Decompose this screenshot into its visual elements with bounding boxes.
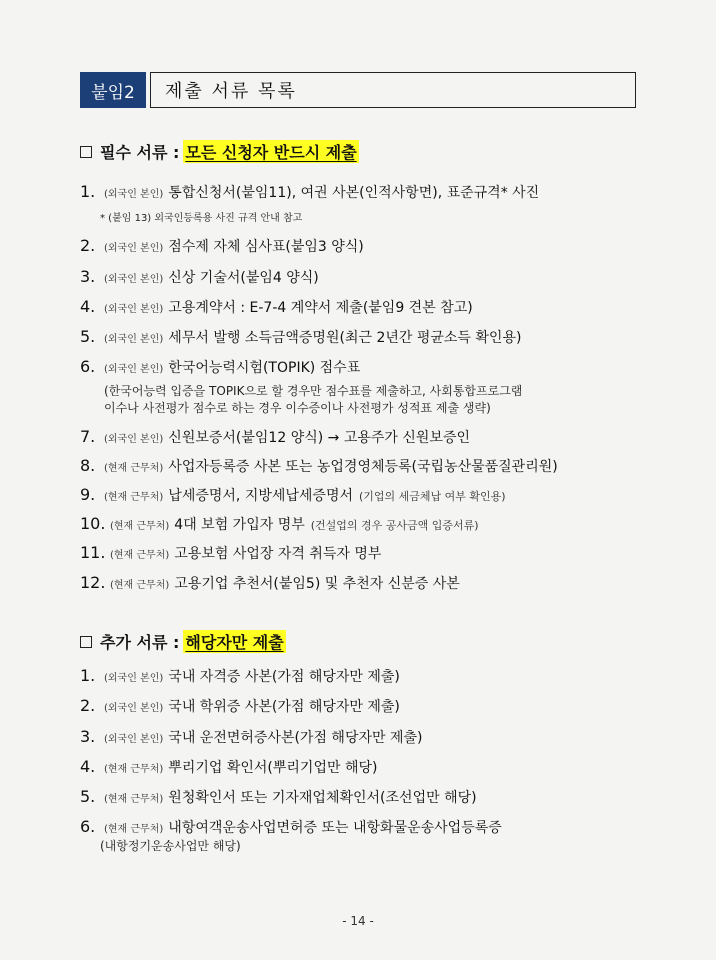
item-text: 국내 운전면허증사본(가점 해당자만 제출) [168,730,423,746]
list-item [80,485,506,505]
item-number: 4. [80,297,96,316]
item-number: 11. [80,543,106,562]
item-text: 4대 보험 가입자 명부 [174,517,305,533]
item-who: (현재 근무처) [104,492,164,503]
item-who: (외국인 본인) [104,304,164,315]
item-number: 10. [80,514,106,533]
item-who: (외국인 본인) [104,364,164,375]
item-inline-note: (건설업의 경우 공사금액 입증서류) [310,519,479,532]
item-text: 한국어능력시험(TOPIK) 점수표 [168,360,361,376]
list-item [80,817,502,837]
list-item [80,327,521,347]
item-text: 납세증명서, 지방세납세증명서 [168,488,354,504]
item-note: (한국어능력 입증을 TOPIK으로 할 경우만 점수표를 제출하고, 사회통합프로그램 [104,384,523,398]
item-text: 세무서 발행 소득금액증명원(최근 2년간 평균소득 확인용) [168,330,522,346]
item-text: 고용계약서 : E-7-4 계약서 제출(붙임9 견본 참고) [168,300,473,316]
list-item [80,297,473,317]
item-number: 2. [80,696,96,715]
item-text: 국내 학위증 사본(가점 해당자만 제출) [168,699,400,715]
list-item [80,236,364,256]
item-text: 신상 기술서(붙임4 양식) [168,270,319,286]
item-text: 사업자등록증 사본 또는 농업경영체등록(국립농산물품질관리원) [168,459,558,475]
item-text: 통합신청서(붙임11), 여권 사본(인적사항면), 표준규격* 사진 [168,185,540,201]
item-who: (외국인 본인) [104,274,164,285]
item-who: (외국인 본인) [104,434,164,445]
additional-prefix: 추가 서류 : [100,633,180,652]
item-number: 3. [80,267,96,286]
item-number: 3. [80,727,96,746]
list-item [80,727,422,747]
page-title: 제출 서류 목록 [150,72,636,108]
item-text: 신원보증서(붙임12 양식) → 고용주가 신원보증인 [168,430,470,446]
item-who: (현재 근무처) [110,580,170,591]
item-who: (현재 근무처) [110,550,170,561]
item-text: 고용기업 추천서(붙임5) 및 추천자 신분증 사본 [174,576,460,592]
item-who: (외국인 본인) [104,334,164,345]
required-prefix: 필수 서류 : [100,143,180,162]
item-who: (외국인 본인) [104,243,164,254]
page-header [80,72,636,108]
item-number: 6. [80,817,96,836]
item-number: 12. [80,573,106,592]
checkbox-square-icon [80,146,92,158]
item-who: (현재 근무처) [104,463,164,474]
item-number: 6. [80,357,96,376]
item-text: 고용보험 사업장 자격 취득자 명부 [174,546,382,562]
item-note: 이수나 사전평가 점수로 하는 경우 이수증이나 사전평가 성적표 제출 생략) [104,401,491,415]
item-who: (외국인 본인) [104,673,164,684]
item-who: (현재 근무처) [104,764,164,775]
checkbox-square-icon [80,636,92,648]
list-item [80,757,377,777]
item-who: (외국인 본인) [104,703,164,714]
item-number: 1. [80,182,96,201]
item-number: 5. [80,327,96,346]
item-number: 9. [80,485,96,504]
item-who: (현재 근무처) [110,521,170,532]
additional-highlight: 해당자만 제출 [183,630,285,653]
required-section-title [80,140,359,163]
item-number: 8. [80,456,96,475]
list-item [80,514,479,534]
list-item [80,456,558,476]
list-item [80,787,477,807]
item-number: 1. [80,666,96,685]
item-who: (외국인 본인) [104,189,164,200]
item-who: (현재 근무처) [104,794,164,805]
required-highlight: 모든 신청자 반드시 제출 [183,140,358,163]
list-item [80,267,319,287]
item-text: 내항여객운송사업면허증 또는 내항화물운송사업등록증 [168,820,502,836]
item-text: 원청확인서 또는 기자재업체확인서(조선업만 해당) [168,790,477,806]
item-who: (현재 근무처) [104,824,164,835]
item-inline-note: (기업의 세금체납 여부 확인용) [359,490,506,503]
list-item [80,357,360,377]
list-item [80,696,400,716]
item-number: 5. [80,787,96,806]
list-item [80,666,400,686]
list-item [80,573,460,593]
list-item [80,427,470,447]
list-item [80,543,381,563]
additional-section-title [80,630,286,653]
item-text: 뿌리기업 확인서(뿌리기업만 해당) [168,760,378,776]
item-text: 국내 자격증 사본(가점 해당자만 제출) [168,669,400,685]
list-item [80,182,539,202]
item-number: 7. [80,427,96,446]
page-number: - 14 - [342,914,374,928]
item-number: 4. [80,757,96,776]
item-note: * (붙임 13) 외국인등록용 사진 규격 안내 참고 [100,213,303,224]
item-who: (외국인 본인) [104,734,164,745]
item-note: (내항정기운송사업만 해당) [100,839,241,853]
attachment-badge: 붙임2 [80,72,146,108]
item-text: 점수제 자체 심사표(붙임3 양식) [168,239,364,255]
item-number: 2. [80,236,96,255]
